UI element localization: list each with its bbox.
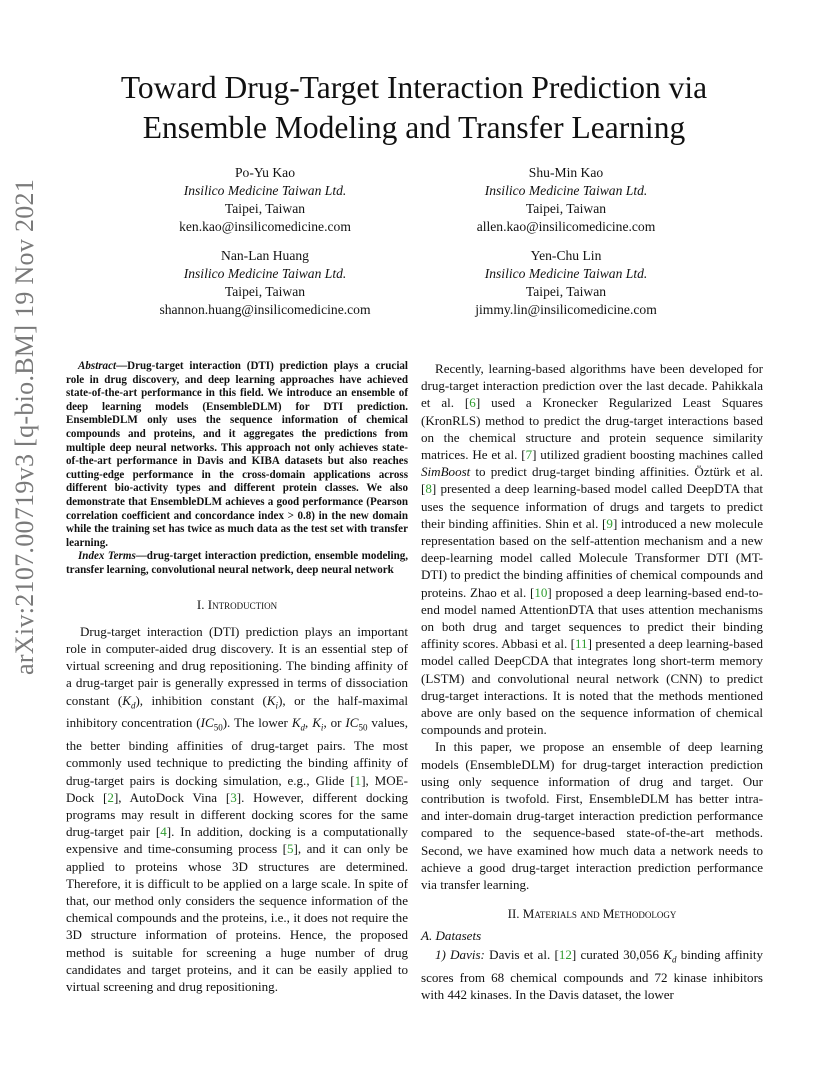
title-line-1: Toward Drug-Target Interaction Prediction via	[120, 70, 708, 105]
author-location: Taipei, Taiwan	[224, 284, 306, 299]
citation-link[interactable]: 2	[107, 789, 114, 805]
author-name: Nan-Lan Huang	[221, 248, 309, 263]
author-affiliation: Insilico Medicine Taiwan Ltd.	[183, 183, 347, 198]
citation-link[interactable]: 12	[558, 946, 572, 962]
author-name: Yen-Chu Lin	[530, 248, 602, 263]
davis-label: 1) Davis:	[435, 946, 485, 962]
citation-link[interactable]: 11	[575, 636, 588, 652]
section-heading: I. Introduction	[196, 596, 278, 612]
right-column	[421, 360, 763, 1003]
citation-link[interactable]: 6	[469, 395, 476, 411]
author-block	[436, 247, 696, 319]
citation-link[interactable]: 1	[354, 772, 362, 788]
citation-link[interactable]: 8	[425, 481, 432, 497]
author-block	[135, 247, 395, 319]
section-heading: II. Materials and Methodology	[507, 906, 677, 922]
author-affiliation: Insilico Medicine Taiwan Ltd.	[484, 183, 648, 198]
index-terms-label: Index Terms	[78, 550, 136, 563]
abstract-label: Abstract	[78, 360, 117, 372]
author-email: shannon.huang@insilicomedicine.com	[159, 302, 371, 317]
citation-link[interactable]: 9	[606, 515, 613, 531]
arxiv-watermark: arXiv:2107.00719v3 [q-bio.BM] 19 Nov 2021	[10, 178, 39, 675]
author-block	[135, 164, 395, 236]
author-name: Po-Yu Kao	[234, 165, 296, 180]
author-affiliation: Insilico Medicine Taiwan Ltd.	[484, 266, 648, 281]
related-work-paragraph: Recently, learning-based algorithms have been developed for drug-target interaction prediction over the last decade. Pahikkala et al. [6] used a Kronecker Regularized Least Squares (KronRLS) method to predict the drug-target interactions based on the chemical structure and protein sequence similarity matrices. He et al. [7] utilized gradient boosting machines called SimBoost to predict drug-target binding affinities. Öztürk et al. [8] presented a deep learning-based model called DeepDTA that uses the sequence information of drugs and targets to predict their binding affinities. Shin et al. [9] introduced a new molecule representation based on the self-attention mechanism and a new deep-learning model called Molecule Transformer DTI (MT-DTI) to predict the binding affinities of chemical compounds and proteins. Zhao et al. [10] proposed a deep learning-based end-to-end model named AttentionDTA that uses attention mechanisms on both drug and target sequences to predict their binding affinity scores. Abbasi et al. [11] presented a deep learning-based model called DeepCDA that integrates long short-term memory (LSTM) and convolutional neural network (CNN) to predict drug-target interactions. It is noted that the methods mentioned above are only based on the sequence information of chemical compounds and protein.	[421, 361, 764, 738]
intro-paragraph: Drug-target interaction (DTI) prediction plays an important role in computer-aided drug discovery. It is an essential step of virtual screening and drug repositioning. The binding affinity of a drug-target pair is generally expressed in terms of dissociation constant $(K_d)$, inhibition constant $(K_i)$, or the half-maximal inhibitory concentration $(IC_{50})$. The lower $K_d$, $K_i$, or $IC_{50}$ values, the better binding affinities of drug-target pairs. The most commonly used technique to predicting the binding affinity of drug-target pairs is docking simulation, e.g., Glide [1], MOE-Dock [2], AutoDock Vina [3]. However, different docking programs may result in different docking scores for the same drug-target pair [4]. In addition, docking is a computationally expensive and time-consuming process [5], and it can only be applied to proteins whose 3D structures are determined. Therefore, it is difficult to be applied on a large scale. In spite of that, our method only considers the sequence information of the chemical compounds and the proteins, i.e., it does not require the 3D structure information of proteins. Hence, the proposed method is suitable for screening a huge number of drug candidates and target proteins, and it can be easily applied to virtual screening and drug repositioning.	[66, 623, 408, 994]
author-affiliation: Insilico Medicine Taiwan Ltd.	[183, 266, 347, 281]
author-location: Taipei, Taiwan	[525, 201, 607, 216]
author-location: Taipei, Taiwan	[525, 284, 607, 299]
citation-link[interactable]: 4	[160, 824, 167, 840]
author-block	[436, 164, 696, 236]
index-terms-text: —drug-target interaction prediction, ensemble modeling, transfer learning, convolutional neural network, deep neural network	[66, 550, 408, 576]
author-email: ken.kao@insilicomedicine.com	[179, 219, 351, 234]
abstract-text: —Drug-target interaction (DTI) prediction plays a crucial role in drug discovery, and deep learning approaches have achieved state-of-the-art performance in this field. We introduce an ensemble of deep learning models (EnsembleDLM) for DTI prediction. EnsembleDLM only uses the sequence information of chemical compounds and proteins, and it aggregates the predictions from multiple deep neural networks. This approach not only achieves state-of-the-art performance in Davis and KIBA datasets but also reaches cutting-edge performance in the cross-domain applications across different bio-activity types and different protein classes. We also demonstrate that EnsembleDLM achieves a good performance (Pearson correlation coefficient and concordance index > 0.8) in the new domain while the training set has twice as much data as the test set with transfer learning.	[66, 360, 408, 549]
davis-paragraph: 1) Davis: Davis et al. [12] curated 30,056 $K_d$ binding affinity scores from 68 chemical compounds and 72 kinase inhibitors with 442 kinases. In the Davis dataset, the lower	[421, 946, 763, 1002]
contribution-paragraph: In this paper, we propose an ensemble of deep learning models (EnsembleDLM) for drug-target interaction prediction using only sequence information of drug and target. Our contribution is twofold. First, EnsembleDLM has better intra- and inter-domain drug-target interaction prediction performance compared to the sequence-based state-of-the-art methods. Second, we have examined how much data a network needs to achieve a good drug-target interaction prediction performance via transfer learning.	[421, 739, 763, 893]
author-email: jimmy.lin@insilicomedicine.com	[475, 302, 657, 317]
citation-link[interactable]: 10	[534, 584, 548, 600]
left-column	[66, 360, 408, 995]
author-email: allen.kao@insilicomedicine.com	[476, 219, 656, 234]
title-line-2: Ensemble Modeling and Transfer Learning	[142, 110, 686, 145]
paper-title	[60, 68, 768, 148]
abstract	[66, 360, 408, 578]
citation-link[interactable]: 7	[525, 447, 533, 463]
author-name: Shu-Min Kao	[528, 165, 604, 180]
citation-link[interactable]: 3	[230, 789, 237, 805]
citation-link[interactable]: 5	[287, 841, 294, 857]
author-location: Taipei, Taiwan	[224, 201, 306, 216]
subsection-heading: A. Datasets	[421, 927, 482, 943]
